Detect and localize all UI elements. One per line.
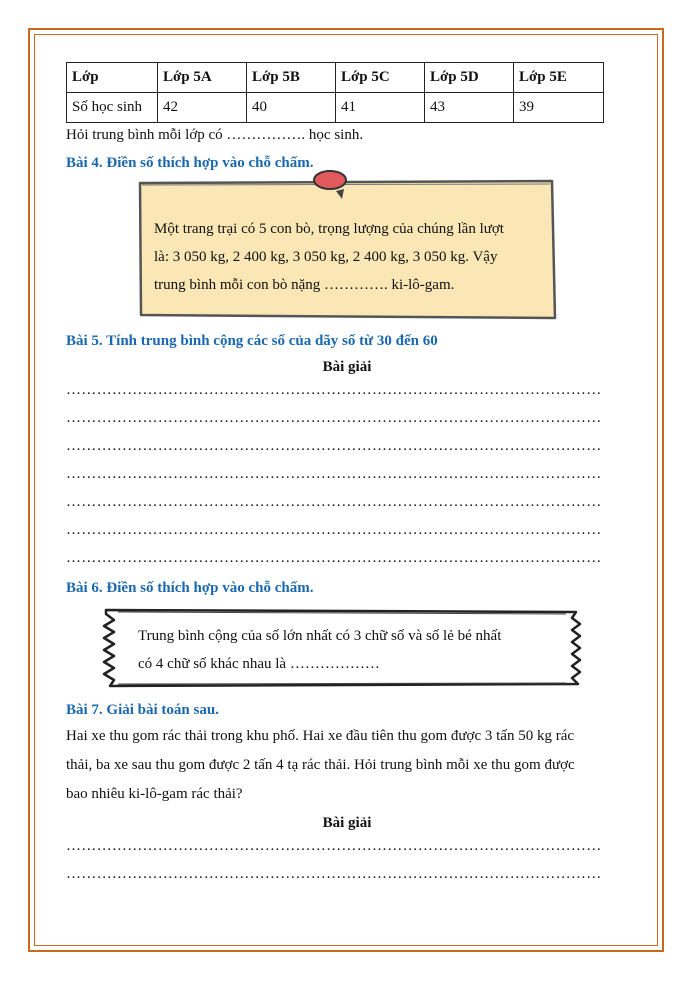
text-line: Một trang trại có 5 con bò, trọng lượng của chúng lần lượt [154, 221, 504, 237]
bai7-solution-title: Bài giải [322, 815, 372, 831]
bai6-note-area [66, 598, 628, 696]
table-cell: Lớp 5C [336, 63, 425, 93]
table-cell: 42 [158, 93, 247, 123]
bai6-heading: Bài 6. Điền số thích hợp vào chỗ chấm. [66, 580, 314, 596]
table-cell: 43 [425, 93, 514, 123]
table-cell: Lớp [67, 63, 158, 93]
text-line: bao nhiêu ki-lô-gam rác thải? [66, 786, 243, 802]
worksheet-content [66, 62, 628, 888]
answer-dot-line: …………………………………………………………………………………………… [66, 410, 602, 426]
text-line: trung bình mỗi con bò nặng …………. ki-lô-gam. [154, 277, 455, 293]
answer-dot-line: …………………………………………………………………………………………… [66, 466, 602, 482]
text-line: có 4 chữ số khác nhau là ……………… [138, 656, 380, 672]
answer-dot-line: …………………………………………………………………………………………… [66, 382, 602, 398]
bai4-note-area [66, 173, 628, 325]
pin-icon [308, 167, 368, 207]
text-line: thải, ba xe sau thu gom được 2 tấn 4 tạ rác thải. Hỏi trung bình mỗi xe thu gom được [66, 757, 575, 773]
answer-dot-line: …………………………………………………………………………………………… [66, 550, 602, 566]
answer-dot-line: …………………………………………………………………………………………… [66, 438, 602, 454]
text-line: Hai xe thu gom rác thải trong khu phố. Hai xe đầu tiên thu gom được 3 tấn 50 kg rác [66, 728, 575, 744]
bai4-heading: Bài 4. Điền số thích hợp vào chỗ chấm. [66, 155, 314, 171]
answer-dot-line: …………………………………………………………………………………………… [66, 838, 602, 854]
answer-dot-line: …………………………………………………………………………………………… [66, 866, 602, 882]
text-line: là: 3 050 kg, 2 400 kg, 3 050 kg, 2 400 kg, 3 050 kg. Vậy [154, 249, 498, 265]
bai5-solution-title: Bài giải [322, 359, 372, 375]
answer-dot-line: …………………………………………………………………………………………… [66, 522, 602, 538]
table-cell: Lớp 5A [158, 63, 247, 93]
answer-dot-line: …………………………………………………………………………………………… [66, 494, 602, 510]
table-cell: 40 [247, 93, 336, 123]
bai6-problem-text [138, 622, 558, 678]
table-cell: 39 [514, 93, 604, 123]
bai7-problem-text [66, 722, 628, 809]
table-header-row [67, 63, 604, 93]
table-cell: 41 [336, 93, 425, 123]
table-cell: Lớp 5E [514, 63, 604, 93]
bai5-answer-lines [66, 376, 628, 572]
question-3-text: Hỏi trung bình mỗi lớp có ……………. học sinh. [66, 127, 364, 143]
table-row [67, 93, 604, 123]
class-students-table [66, 62, 604, 123]
bai7-heading: Bài 7. Giải bài toán sau. [66, 702, 219, 718]
bai4-problem-text [154, 215, 544, 299]
text-line: Trung bình cộng của số lớn nhất có 3 chữ số và số lẻ bé nhất [138, 628, 502, 644]
table-cell: Lớp 5D [425, 63, 514, 93]
table-cell: Lớp 5B [247, 63, 336, 93]
bai5-heading: Bài 5. Tính trung bình cộng các số của dãy số từ 30 đến 60 [66, 333, 438, 349]
bai7-answer-lines [66, 832, 628, 888]
table-cell: Số học sinh [67, 93, 158, 123]
